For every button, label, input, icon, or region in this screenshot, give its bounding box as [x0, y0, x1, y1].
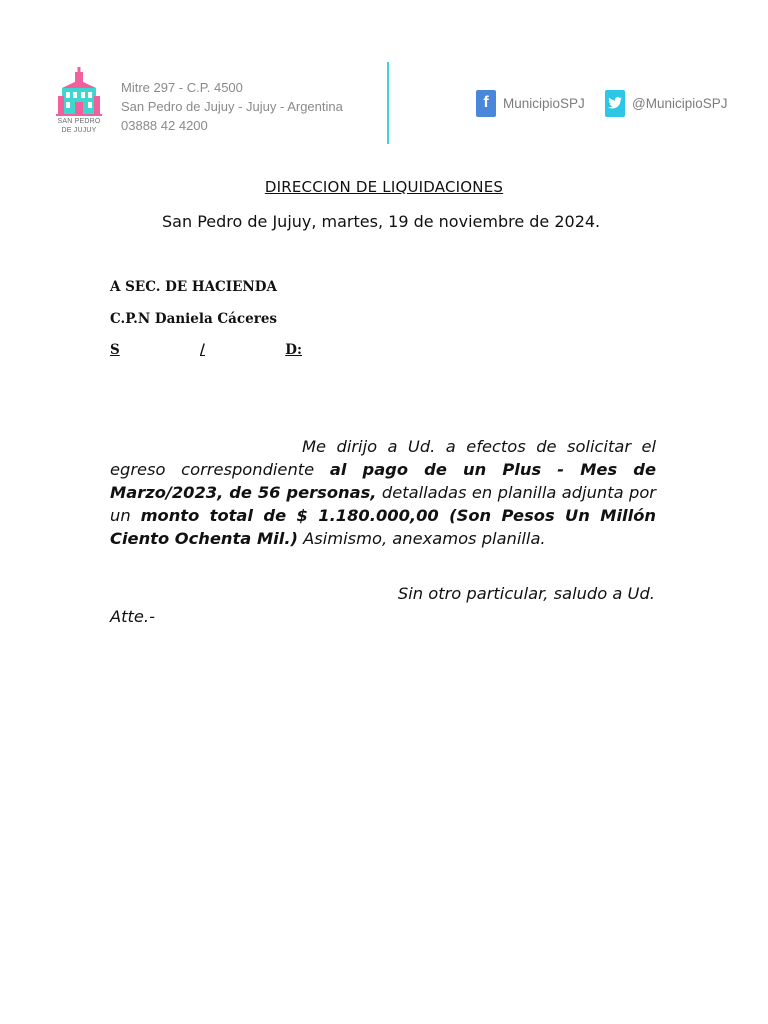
date-line: San Pedro de Jujuy, martes, 19 de noviembre de 2024.	[162, 212, 601, 231]
logo-caption-line2: DE JUJUY	[61, 127, 97, 134]
facebook-icon: f	[476, 90, 496, 117]
sd-right: D:	[285, 342, 302, 358]
letter-body	[110, 435, 656, 550]
body-part2: detalladas en planilla adjunta por un	[110, 483, 656, 525]
logo-caption	[52, 117, 106, 135]
twitter-handle: @MunicipioSPJ	[632, 95, 728, 111]
twitter-icon	[605, 90, 625, 117]
sd-left: S	[110, 342, 120, 358]
body-part1: Me dirijo a Ud. a efectos de solicitar el egreso correspondiente	[110, 437, 656, 479]
letterhead	[0, 0, 768, 160]
body-bold2: monto total de $ 1.180.000,00 (Son Pesos Un Millón Ciento Ochenta Mil.)	[110, 506, 656, 548]
facebook-handle: MunicipioSPJ	[503, 95, 585, 111]
phone-number: 03888 42 4200	[121, 118, 208, 133]
department-title: DIRECCION DE LIQUIDACIONES	[264, 178, 504, 196]
header-divider	[387, 62, 389, 144]
logo-caption-line1: SAN PEDRO	[57, 118, 101, 125]
address-line2: San Pedro de Jujuy - Jujuy - Argentina	[121, 99, 343, 114]
address-block	[121, 78, 343, 135]
closing-line: Sin otro particular, saludo a Ud.	[397, 584, 655, 603]
body-bold1: al pago de un Plus - Mes de Marzo/2023, de 56 personas,	[110, 460, 656, 502]
signoff: Atte.-	[110, 607, 155, 626]
body-part3: Asimismo, anexamos planilla.	[297, 529, 546, 548]
recipient-office: A SEC. DE HACIENDA	[110, 279, 277, 295]
su-despacho	[110, 342, 302, 358]
address-line1: Mitre 297 - C.P. 4500	[121, 80, 243, 95]
twitter-link[interactable]	[605, 89, 728, 117]
facebook-link[interactable]	[476, 89, 585, 117]
sd-mid: /	[200, 342, 205, 358]
recipient-name: C.P.N Daniela Cáceres	[110, 311, 278, 327]
